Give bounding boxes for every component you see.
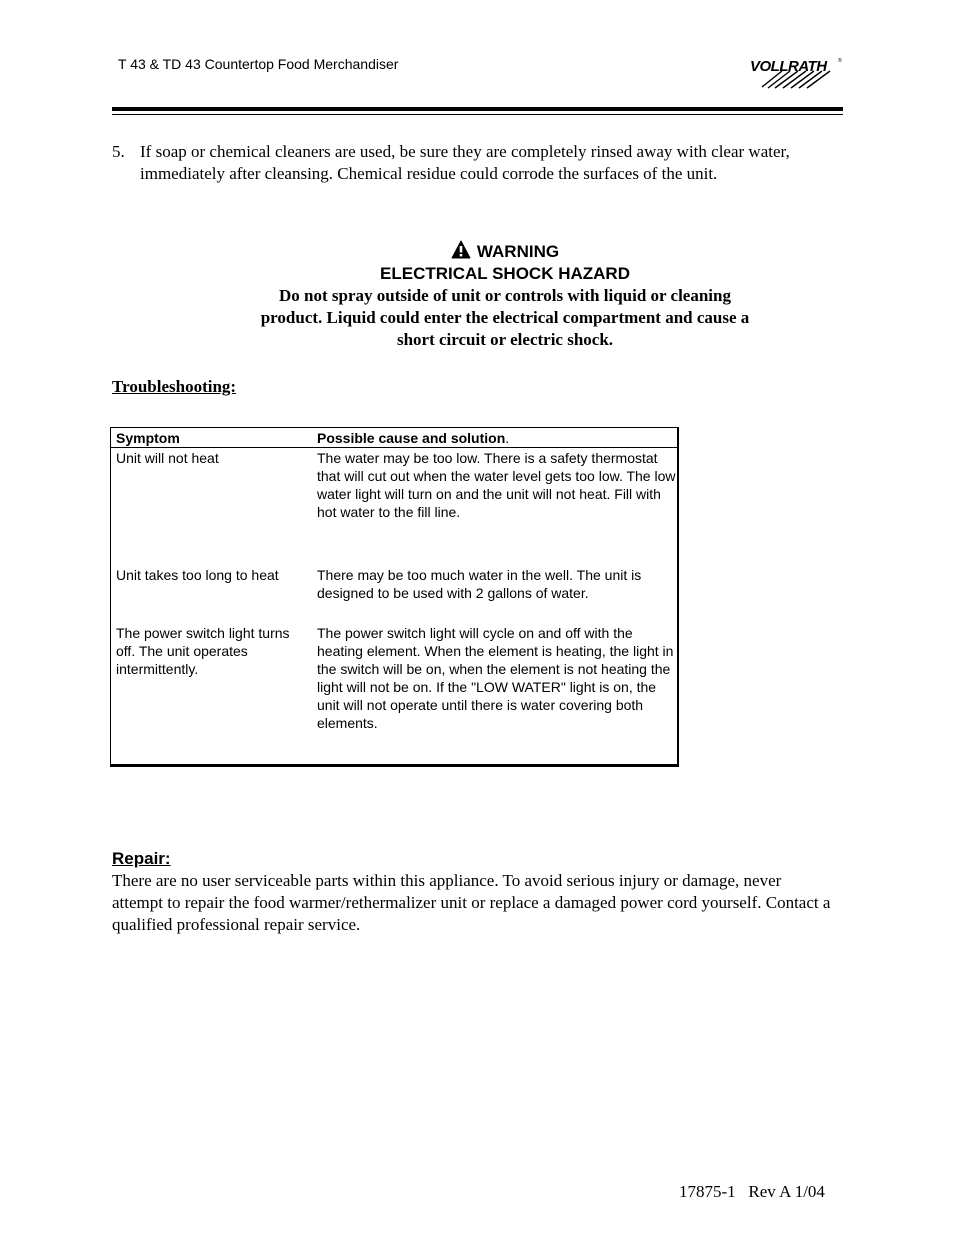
warning-line: Do not spray outside of unit or controls with liquid or cleaning <box>279 286 731 305</box>
solution-cell: There may be too much water in the well. The unit is designed to be used with 2 gallons of water. <box>317 567 642 601</box>
repair-heading: Repair: <box>112 849 171 868</box>
warning-line: short circuit or electric shock. <box>396 330 614 349</box>
footer-doc-id: 17875-1 Rev A 1/04 <box>679 1182 825 1201</box>
header-rule-thick <box>112 107 843 111</box>
solution-cell: The water may be too low. There is a safety thermostat that will cut out when the water level gets too low. The low water light will turn on and the unit will not heat. Fill with hot water to the fill line. <box>317 450 676 520</box>
solution-cell: The power switch light will cycle on and off with the heating element. When the element is heating, the light in the switch will be on, when the element is not heating the light will not be on. If the "LOW WATER" light is on, the unit will not operate until there is water covering both elements. <box>317 625 674 731</box>
vollrath-logo <box>748 54 844 90</box>
warning-title: WARNING <box>476 242 560 261</box>
column-header-symptom: Symptom <box>116 430 180 446</box>
header-rule-thin <box>112 114 843 115</box>
header-title: T 43 & TD 43 Countertop Food Merchandiser <box>118 56 399 72</box>
symptom-cell: The power switch light turns off. The unit operates intermittently. <box>116 625 290 677</box>
column-header-solution: Possible cause and solution. <box>317 430 510 446</box>
warning-subtitle: ELECTRICAL SHOCK HAZARD <box>380 264 630 283</box>
warning-title-line <box>200 240 810 263</box>
troubleshooting-heading: Troubleshooting: <box>112 377 237 396</box>
svg-text:®: ® <box>838 58 842 64</box>
troubleshooting-table <box>110 427 679 767</box>
table-header-row <box>111 428 677 448</box>
warning-block <box>200 240 810 351</box>
symptom-cell: Unit takes too long to heat <box>116 567 279 583</box>
step-number: 5. <box>112 142 125 161</box>
step-text: If soap or chemical cleaners are used, be sure they are completely rinsed away with clear water, immediately after cleansing. Chemical residue could corrode the surfaces of the unit. <box>140 142 790 183</box>
symptom-cell: Unit will not heat <box>116 450 219 466</box>
warning-triangle-icon <box>451 240 471 259</box>
repair-text: There are no user serviceable parts within this appliance. To avoid serious injury or damage, never attempt to repair the food warmer/rethermalizer unit or replace a damaged power cord yourself. Contact a qualified professional repair service. <box>112 871 831 934</box>
brand-wordmark: VOLLRATH <box>750 58 827 75</box>
warning-line: product. Liquid could enter the electrical compartment and cause a <box>260 308 750 327</box>
cleaning-step-5 <box>112 141 852 185</box>
